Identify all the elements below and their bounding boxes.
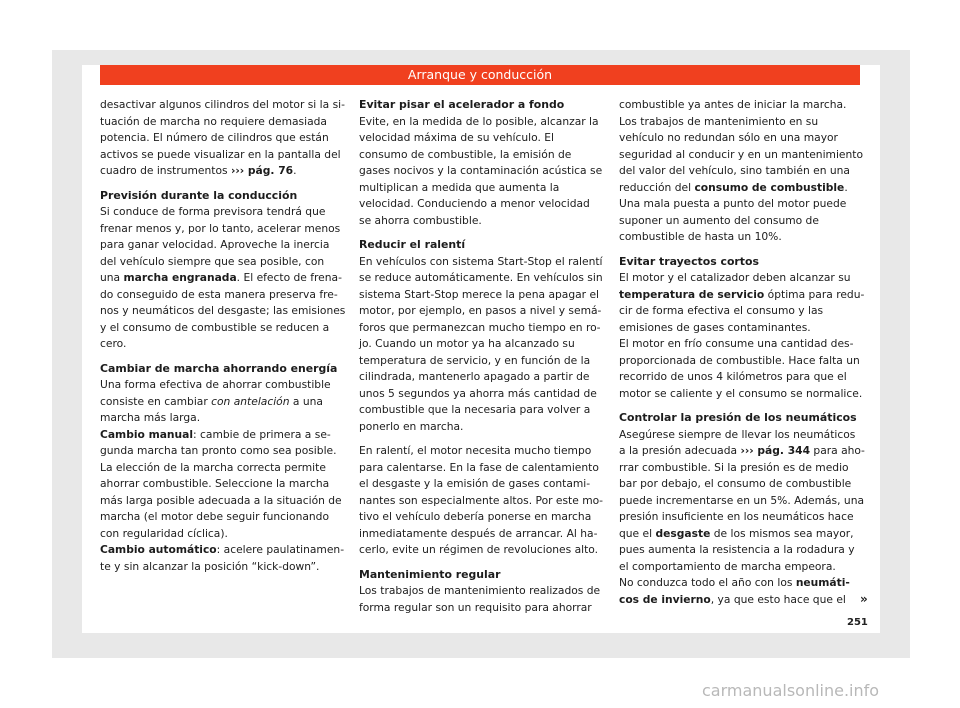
page-reference-link[interactable]: ››› pág. 76 (230, 164, 294, 177)
paragraph: Una forma efectiva de ahorrar combustible consiste en cambiar con antelación a una marcha más larga. (100, 378, 331, 424)
paragraph: Si conduce de forma previsora tendrá que frenar menos y, por lo tanto, acelerar menos para ganar velocidad. Aproveche la inercia del vehículo siempre que sea posible, con una marcha engranada. El efecto de frenado conseguido de esta manera preserva frenos y neumáticos del desgaste; las emisiones y el consumo de combustible se reducen a cero. (100, 205, 346, 350)
section-heading: Cambiar de marcha ahorrando energía (100, 361, 338, 375)
paragraph: En vehículos con sistema Start-Stop el ralentí se reduce automáticamente. En vehículos sin sistema Start-Stop merece la pena apagar el motor, por ejemplo, en pasos a nivel y semáforos que permanezcan mucho tiempo en rojo. Cuando un motor ya ha alcanzado su temperatura de servicio, y en función de la cilindrada, mantenerlo apagado a partir de unos 5 segundos ya ahorra más cantidad de combustible que la necesaria para volver a ponerlo en marcha. (359, 254, 603, 433)
paragraph: Los trabajos de mantenimiento realizados de forma regular son un requisito para ahorrar (359, 584, 601, 614)
paragraph: El motor y el catalizador deben alcanzar su temperatura de servicio óptima para reducir de forma efectiva el consumo y las emisiones de gases contaminantes. (619, 271, 865, 334)
column-2 (359, 97, 605, 624)
section-heading: Evitar pisar el acelerador a fondo (359, 98, 565, 111)
paragraph: Asegúrese siempre de llevar los neumáticos a la presión adecuada ››› pág. 344 para ahorrar combustible. Si la presión es de medio bar por debajo, el consumo de combustible puede incrementarse en un 5%. Además, una presión insuficiente en los neumáticos hace que el desgaste de los mismos sea mayor, pues aumenta la resistencia a la rodadura y el comportamiento de marcha empeora. (619, 427, 865, 573)
column-3 (619, 97, 865, 616)
page-reference-link[interactable]: ››› pág. 344 (740, 444, 811, 457)
paragraph: Cambio automático: acelere paulatinamente y sin alcanzar la posición “kick-down”. (100, 543, 345, 573)
section-heading: Previsión durante la conducción (100, 188, 298, 202)
paragraph: Cambio manual: cambie de primera a segunda marcha tan pronto como sea posible. La elección de la marcha correcta permite ahorrar combustible. Seleccione la marcha más larga posible adecuada a la situación de marcha (el motor debe seguir funcionando con regularidad cíclica). (100, 427, 342, 540)
watermark: carmanualsonline.info (702, 681, 880, 700)
section-heading: Controlar la presión de los neumáticos (619, 411, 857, 424)
page-number: 251 (847, 617, 868, 628)
section-heading: Mantenimiento regular (359, 567, 501, 581)
paragraph: El motor en frío consume una cantidad desproporcionada de combustible. Hace falta un recorrido de unos 4 kilómetros para que el motor se caliente y el consumo se normalice. (619, 337, 863, 400)
paragraph: En ralentí, el motor necesita mucho tiempo para calentarse. En la fase de calentamiento el desgaste y la emisión de gases contaminantes son especialmente altos. Por este motivo el vehículo debería ponerse en marcha inmediatamente después de arrancar. Al hacerlo, evite un régimen de revoluciones alto. (359, 444, 604, 556)
section-heading: Evitar trayectos cortos (619, 254, 759, 268)
paragraph: Evite, en la medida de lo posible, alcanzar la velocidad máxima de su vehículo. El consumo de combustible, la emisión de gases nocivos y la contaminación acústica se multiplican a medida que aumenta la velocidad. Conduciendo a menor velocidad se ahorra combustible. (359, 114, 603, 227)
paragraph: desactivar algunos cilindros del motor si la situación de marcha no requiere demasiada potencia. El número de cilindros que están activos se puede visualizar en la pantalla del cuadro de instrumentos ››› pág. 76. (100, 98, 345, 177)
column-1 (100, 97, 346, 583)
chapter-header: Arranque y conducción (100, 65, 860, 85)
continue-arrow-icon: » (860, 592, 868, 606)
paragraph: combustible ya antes de iniciar la marcha. Los trabajos de mantenimiento en su vehículo no redundan sólo en una mayor seguridad al conducir y en un mantenimiento del valor del vehículo, sino también en una reducción del consumo de combustible. Una mala puesta a punto del motor puede suponer un aumento del consumo de combustible de hasta un 10%. (619, 98, 863, 243)
paragraph: No conduzca todo el año con los neumáticos de invierno, ya que esto hace que el (619, 576, 850, 606)
section-heading: Reducir el ralentí (359, 238, 466, 251)
